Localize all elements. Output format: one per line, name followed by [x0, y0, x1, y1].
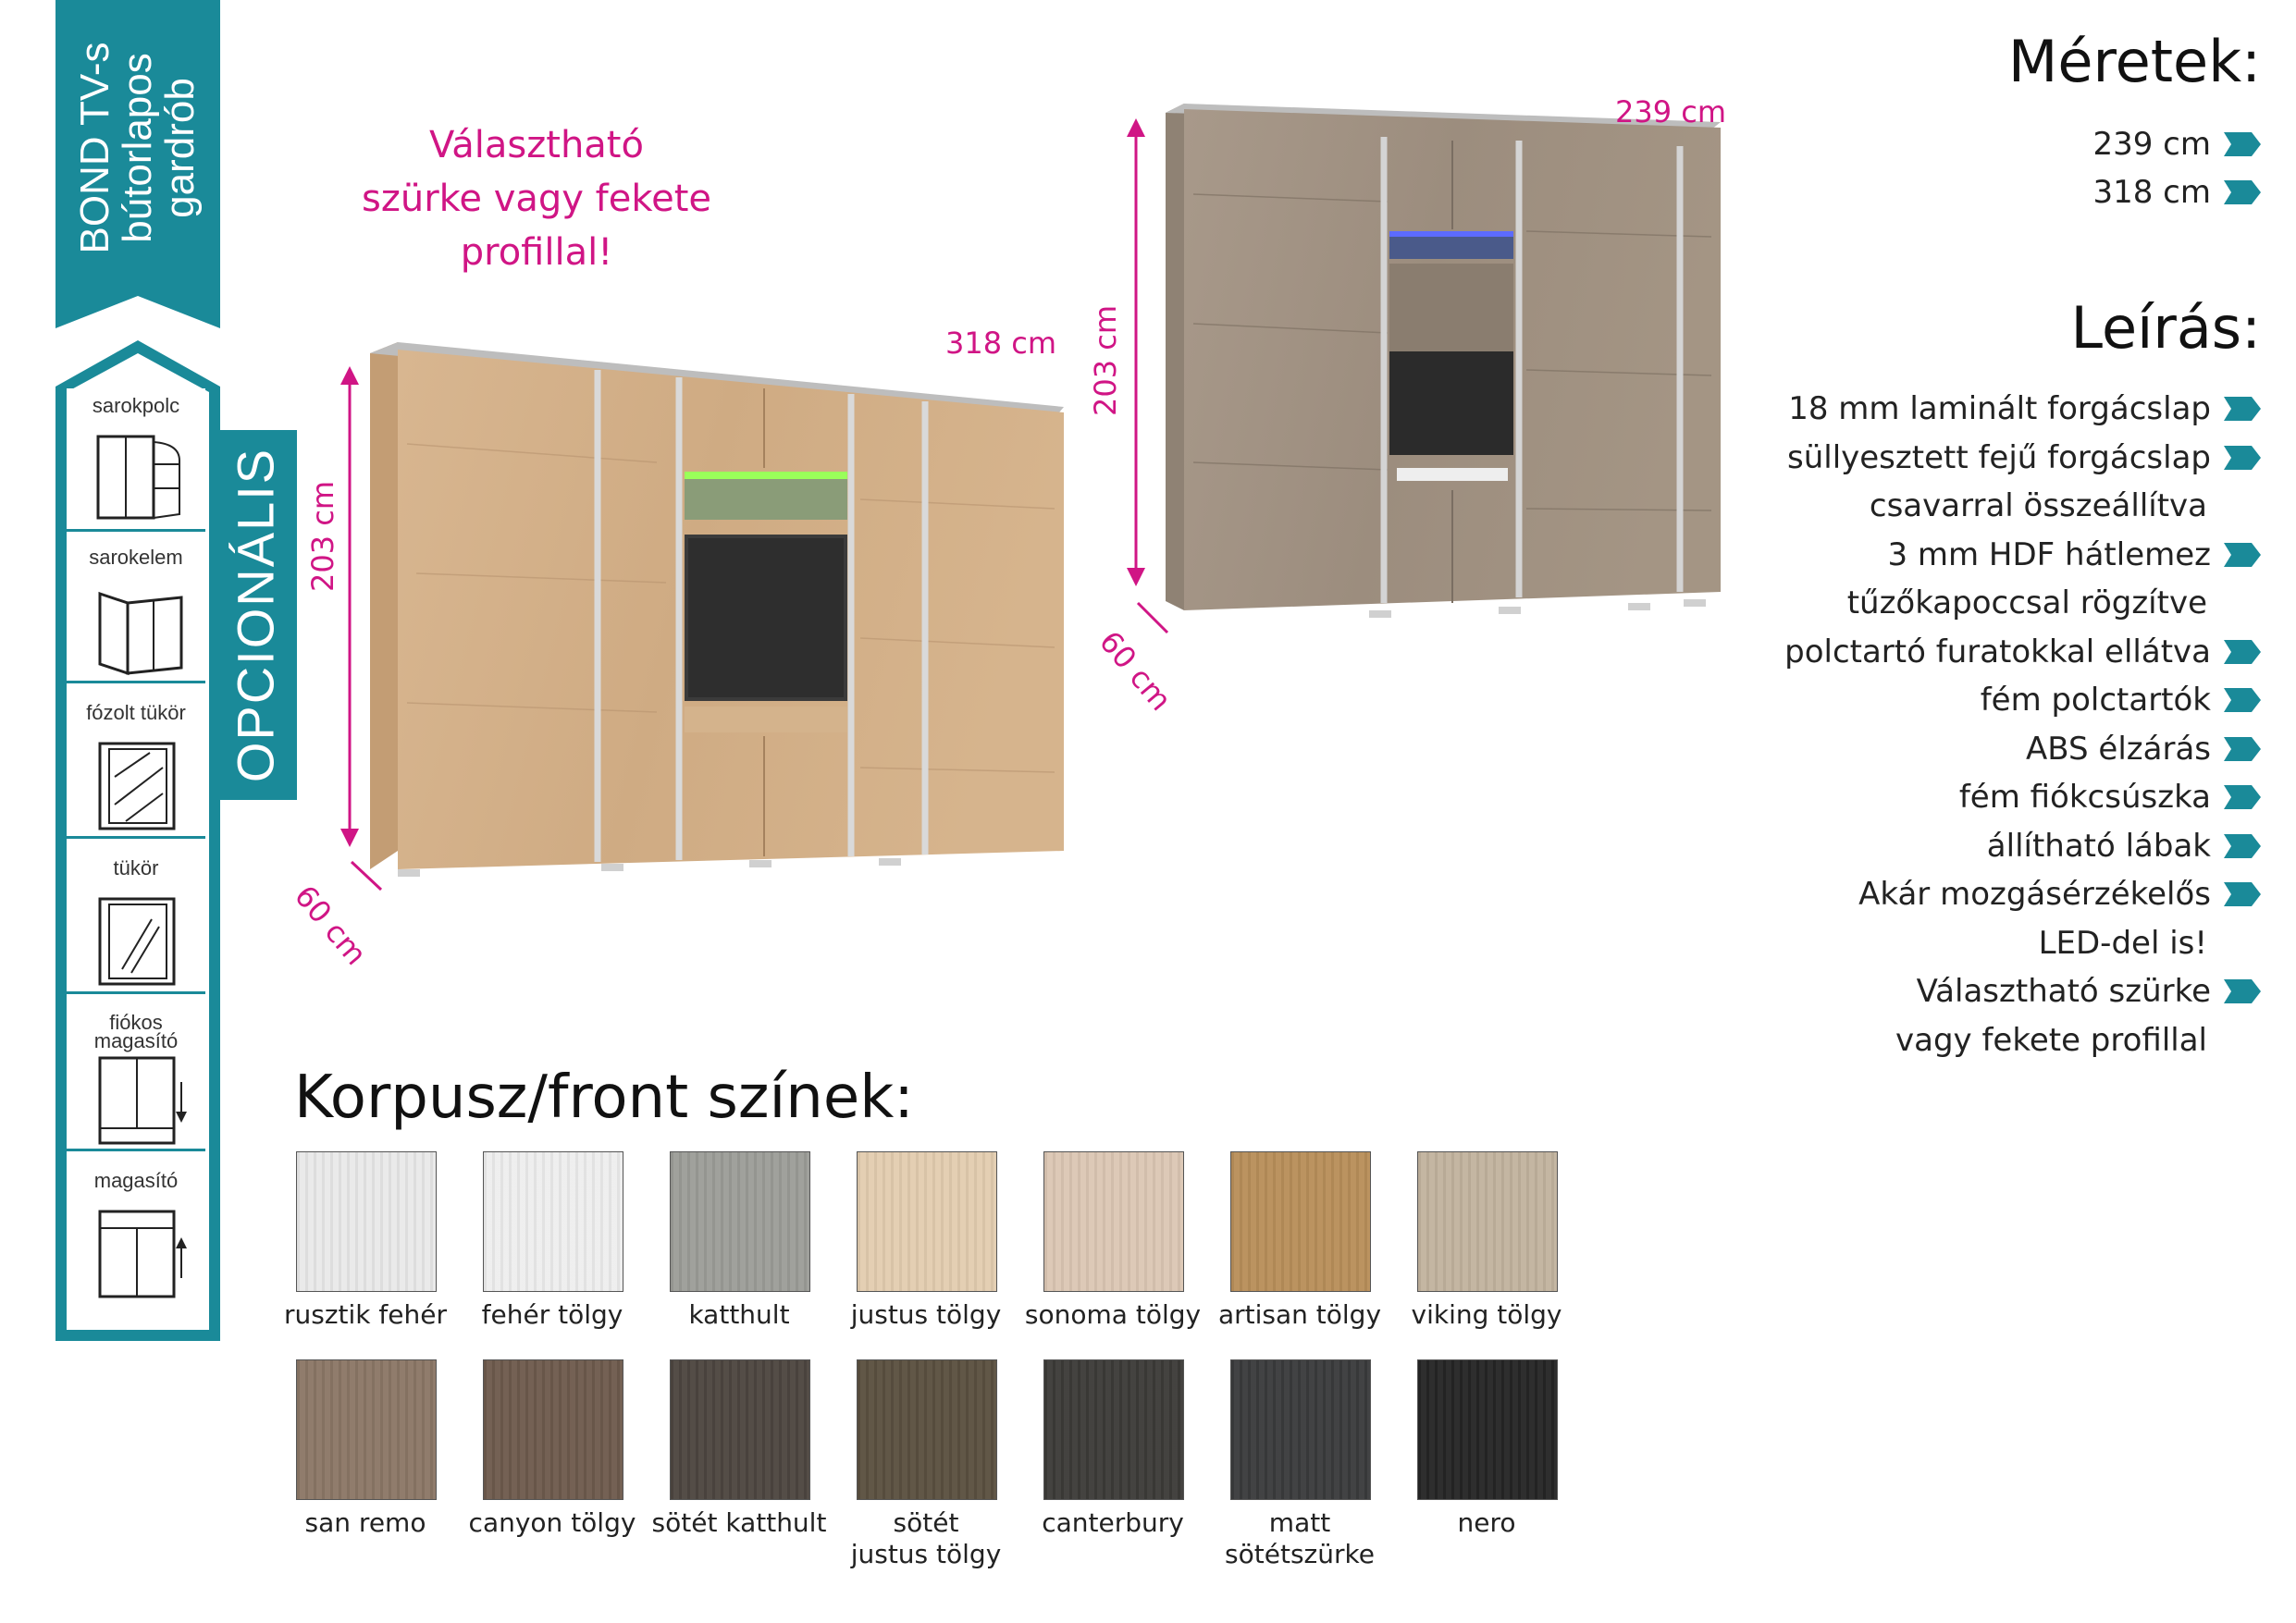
- description-text: 3 mm HDF hátlemez: [1887, 535, 2211, 573]
- faceted-mirror-icon: [94, 740, 187, 832]
- teal-arrow-icon: [2224, 397, 2261, 421]
- teal-arrow-icon: [2224, 882, 2261, 906]
- profile-note: [333, 118, 740, 279]
- color-swatch-name: nero: [1457, 1507, 1516, 1538]
- wardrobe-239-image: [1110, 92, 1758, 666]
- color-swatch-name: sötét katthult: [651, 1507, 827, 1538]
- description-text: Akár mozgásérzékelős: [1858, 876, 2211, 913]
- brand-tab: [56, 0, 220, 328]
- description-row: [1959, 779, 2261, 816]
- description-row: [2026, 731, 2261, 768]
- teal-arrow-icon: [2224, 180, 2261, 204]
- description-text: LED-del is!: [2038, 924, 2207, 962]
- color-swatch-name: sonoma tölgy: [1024, 1299, 1202, 1330]
- wardrobe-239-height: 203 cm: [1088, 304, 1123, 416]
- teal-arrow-icon: [2224, 446, 2261, 470]
- wardrobe-239-width: 239 cm: [1615, 94, 1727, 129]
- profile-note-line-1: Választható: [429, 124, 644, 166]
- color-swatch[interactable]: [1417, 1151, 1558, 1292]
- option-label: tükör: [113, 856, 159, 879]
- description-row: [1887, 536, 2261, 573]
- option-label: fiókos magasító: [93, 1011, 179, 1052]
- description-text: süllyesztett fejű forgácslap: [1786, 438, 2211, 476]
- description-row: [1870, 487, 2207, 524]
- description-row: [1787, 439, 2261, 476]
- description-row: [1847, 584, 2207, 621]
- color-swatch-name: canterbury: [1042, 1507, 1184, 1538]
- corner-element-icon: [94, 584, 187, 677]
- brand-title: [74, 42, 202, 253]
- description-row: [1981, 682, 2261, 719]
- teal-arrow-icon: [2224, 834, 2261, 858]
- option-drawer-raiser[interactable]: [67, 1008, 205, 1151]
- teal-arrow-icon: [2224, 543, 2261, 567]
- color-swatch-name: viking tölgy: [1411, 1299, 1562, 1330]
- color-swatch[interactable]: [857, 1151, 997, 1292]
- description-row: [1917, 973, 2261, 1010]
- teal-arrow-icon: [2224, 737, 2261, 761]
- color-swatch[interactable]: [670, 1359, 810, 1500]
- description-text: 18 mm laminált forgácslap: [1788, 390, 2211, 427]
- option-faceted-mirror[interactable]: [67, 695, 205, 839]
- description-text: polctartó furatokkal ellátva: [1784, 633, 2211, 670]
- color-swatch-name: san remo: [304, 1507, 426, 1538]
- color-swatch[interactable]: [857, 1359, 997, 1500]
- brand-line-2: bútorlapos: [115, 53, 160, 243]
- drawer-raiser-icon: [94, 1054, 187, 1147]
- teal-arrow-icon: [2224, 132, 2261, 156]
- mirror-icon: [94, 895, 187, 988]
- color-swatch[interactable]: [296, 1151, 437, 1292]
- color-swatch[interactable]: [483, 1359, 623, 1500]
- teal-arrow-icon: [2224, 785, 2261, 809]
- wardrobe-318-width: 318 cm: [945, 326, 1057, 361]
- color-swatch[interactable]: [1230, 1151, 1371, 1292]
- option-label: magasító: [93, 1169, 179, 1192]
- color-swatch[interactable]: [1230, 1359, 1371, 1500]
- wardrobe-239-depth: 60 cm: [1092, 624, 1179, 718]
- option-label: fózolt tükör: [86, 701, 186, 724]
- color-swatch-name: matt sötétszürke: [1225, 1507, 1375, 1569]
- size-value: 318 cm: [2092, 174, 2211, 211]
- color-swatch[interactable]: [670, 1151, 810, 1292]
- wardrobe-318-height: 203 cm: [305, 480, 340, 592]
- profile-note-line-2: szürke vagy fekete: [362, 178, 711, 220]
- description-heading: Leírás:: [2070, 294, 2261, 362]
- teal-arrow-icon: [2224, 688, 2261, 712]
- teal-arrow-icon: [2224, 640, 2261, 664]
- wardrobe-318-image: [305, 333, 1119, 934]
- color-swatch-name: artisan tölgy: [1217, 1299, 1382, 1330]
- color-swatch-name: rusztik fehér: [284, 1299, 447, 1330]
- option-label: sarokpolc: [92, 394, 180, 417]
- brand-line-3: gardrób: [157, 78, 203, 218]
- description-text: állítható lábak: [1986, 827, 2211, 865]
- description-row: [1895, 1022, 2207, 1059]
- color-swatch-name: justus tölgy: [850, 1299, 1002, 1330]
- size-row: [2092, 126, 2261, 163]
- sizes-heading: Méretek:: [2007, 28, 2261, 95]
- brand-line-1: BOND TV-s: [72, 42, 117, 254]
- color-swatch-name: katthult: [688, 1299, 790, 1330]
- description-row: [1858, 876, 2261, 913]
- option-label: sarokelem: [89, 546, 183, 569]
- description-text: Választható szürke: [1916, 973, 2211, 1010]
- option-corner-element[interactable]: [67, 540, 205, 683]
- color-swatch-name: fehér tölgy: [481, 1299, 623, 1330]
- description-text: ABS élzárás: [2026, 730, 2211, 768]
- description-row: [1788, 390, 2261, 427]
- option-mirror[interactable]: [67, 851, 205, 994]
- description-row: [1784, 633, 2261, 670]
- profile-note-line-3: profillal!: [460, 231, 613, 274]
- raiser-icon: [94, 1208, 187, 1300]
- description-row: [2039, 925, 2207, 962]
- description-row: [1987, 828, 2261, 865]
- teal-arrow-icon: [2224, 979, 2261, 1003]
- color-swatch[interactable]: [483, 1151, 623, 1292]
- optional-label-box: [214, 430, 297, 800]
- option-corner-shelf[interactable]: [67, 388, 205, 532]
- description-text: fém polctartók: [1980, 682, 2211, 719]
- description-text: csavarral összeállítva: [1869, 487, 2207, 524]
- description-text: vagy fekete profillal: [1895, 1021, 2207, 1059]
- size-row: [2092, 174, 2261, 211]
- description-text: fém fiókcsúszka: [1958, 779, 2211, 816]
- wardrobe-318-depth: 60 cm: [287, 879, 375, 972]
- size-value: 239 cm: [2092, 126, 2211, 163]
- color-swatch[interactable]: [1043, 1151, 1184, 1292]
- option-raiser[interactable]: [67, 1163, 205, 1330]
- colors-heading: Korpusz/front színek:: [294, 1064, 914, 1132]
- description-text: tűzőkapoccsal rögzítve: [1846, 584, 2207, 621]
- optional-label: OPCIONÁLIS: [226, 447, 285, 783]
- corner-shelf-icon: [94, 433, 187, 525]
- color-swatch[interactable]: [296, 1359, 437, 1500]
- color-swatch-name: sötét justus tölgy: [850, 1507, 1002, 1569]
- color-swatch-name: canyon tölgy: [468, 1507, 636, 1538]
- color-swatch[interactable]: [1417, 1359, 1558, 1500]
- color-swatch[interactable]: [1043, 1359, 1184, 1500]
